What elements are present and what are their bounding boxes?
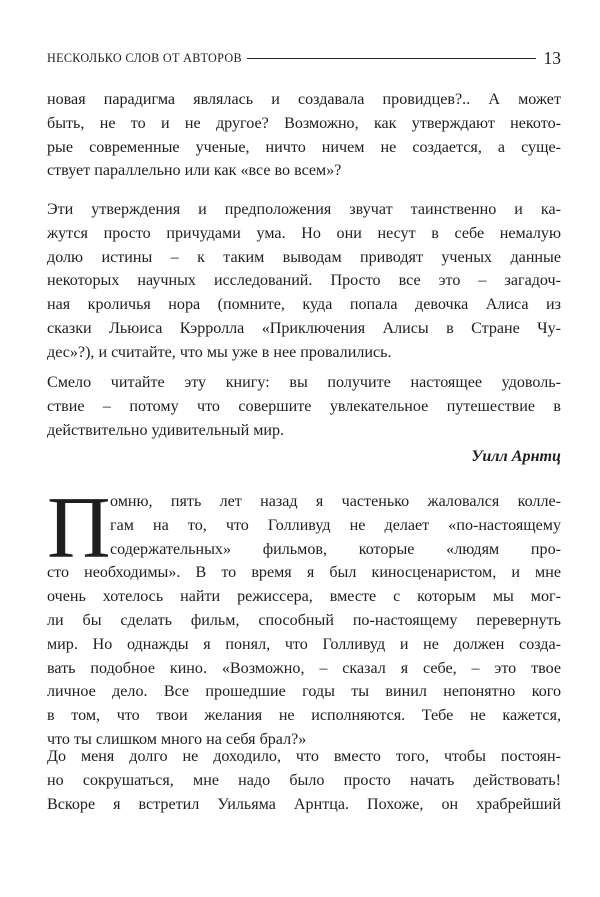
text-line: гам на то, что Голливуд не делает «по-настоящему <box>110 516 561 534</box>
text-line: вать подобное кино. «Возможно, – сказал я себе, – это твое <box>47 659 561 677</box>
text-line: очень хотелось найти режиссера, вместе с которым мы мог- <box>47 588 561 606</box>
text-line: но сокрушаться, мне надо было просто начать действовать! <box>47 771 561 789</box>
page-number: 13 <box>543 47 561 68</box>
running-head-title: НЕСКОЛЬКО СЛОВ ОТ АВТОРОВ <box>47 50 242 65</box>
text-line: ствует параллельно или как «все во всем»? <box>47 162 342 180</box>
text-line: в том, что твои желания не исполняются. Тебе не кажется, <box>47 707 561 725</box>
text-line: Эти утверждения и предположения звучат таинственно и ка- <box>47 201 561 218</box>
text-line: сто необходимы». В то время я был киносценаристом, и мне <box>47 564 561 582</box>
running-head-rule <box>247 58 536 59</box>
text-line: омню, пять лет назад я частенько жаловался колле- <box>110 493 561 510</box>
text-line: содержательных» фильмов, которые «людям про- <box>110 540 561 558</box>
text-line: сказки Льюиса Кэрролла «Приключения Алисы в Стране Чу- <box>47 319 561 337</box>
text-line: долю истины – к таким выводам приводят ученых данные <box>47 248 561 266</box>
drop-cap-letter: П <box>47 480 111 577</box>
text-line: Смело читайте эту книгу: вы получите настоящее удоволь- <box>47 374 561 391</box>
text-line: жутся просто причудами ума. Но они несут в себе немалую <box>47 224 561 242</box>
text-line: личное дело. Все прошедшие годы ты винил непонятно кого <box>47 683 561 701</box>
text-line: ная кроличья нора (помните, куда попала девочка Алиса из <box>47 296 561 314</box>
paragraph-1 <box>47 88 561 183</box>
paragraph-2 <box>47 198 561 365</box>
text-line: что ты слишком много на себя брал?» <box>47 730 307 748</box>
text-line: новая парадигма являлась и создавала провидцев?.. А может <box>47 91 561 108</box>
text-line: мир. Но однажды я понял, что Голливуд и не должен созда- <box>47 635 561 653</box>
paragraph-5 <box>47 745 561 816</box>
text-line: рые современные ученые, ничто ничем не создается, а суще- <box>47 138 561 156</box>
text-line: ствие – потому что совершите увлекательное путешествие в <box>47 397 561 415</box>
text-line: быть, не то и не другое? Возможно, как утверждают некото- <box>47 114 561 132</box>
author-signature: Уилл Арнтц <box>471 448 561 465</box>
text-line: Вскоре я встретил Уильяма Арнтца. Похоже, он храбрейший <box>47 795 561 813</box>
text-line: ли бы сделать фильм, способный по-настоящему перевернуть <box>47 611 561 629</box>
paragraph-4 <box>47 480 561 752</box>
text-line: некоторых научных исследований. Просто все это – загадоч- <box>47 272 561 290</box>
text-line: До меня долго не доходило, что вместо того, чтобы постоян- <box>47 748 561 765</box>
paragraph-3 <box>47 371 561 442</box>
running-head <box>47 47 561 69</box>
text-line: действительно удивительный мир. <box>47 421 285 439</box>
text-line: дес»?), и считайте, что мы уже в нее провалились. <box>47 343 392 361</box>
